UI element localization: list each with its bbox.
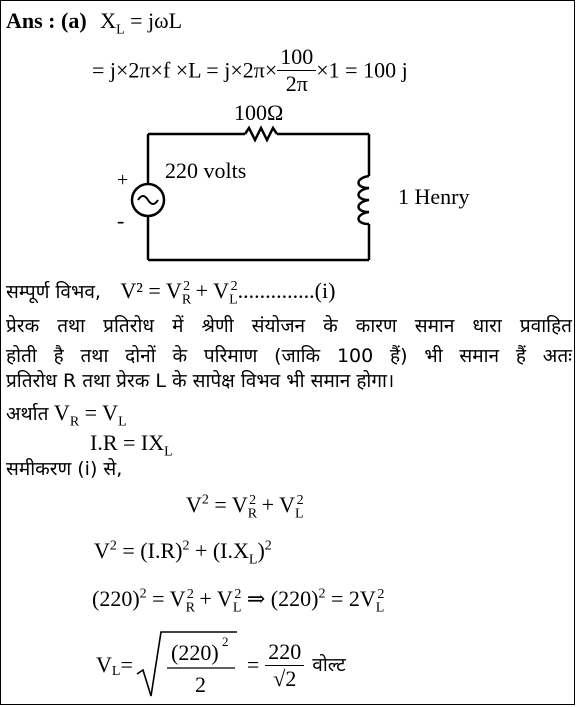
xl-symbol: X [100, 8, 117, 33]
eq-i-l-sub: L [229, 292, 238, 308]
inductor-coil [359, 176, 370, 224]
equation-3: $V^2 = (I.R)^2 + (I.X_L)^2$ [94, 538, 272, 568]
eq5-num-inner: (220) [170, 640, 219, 665]
equation-4: $(220)^2 = V_R^2 + V_L^2$ ⇒ $(220)^2 = 2V_L^2$ [92, 586, 385, 616]
paragraph-line-2: होती है तथा दोनों के परिमाण (जाकि 100 हैं) भी समान हैं अतः [6, 345, 572, 367]
eq4-220: (220) [92, 586, 140, 611]
answer-line-1 [6, 8, 183, 38]
eq4-vl: + V [193, 586, 233, 611]
minus-sign: - [117, 208, 125, 233]
arthat-hindi: अर्थात [6, 403, 49, 425]
equation-5: V L = (220) 2 2 = $\frac{220}{√2}$ वोल्ट [96, 630, 346, 700]
arthat-v: V [53, 400, 70, 425]
equation-2: $V^2 = V_R^2 + V_L^2$ [186, 492, 304, 522]
eq5-den: 2 [194, 672, 206, 697]
eq-i-tag: ..............(i) [237, 278, 336, 303]
eq3-ir: = (I.R) [116, 538, 183, 563]
xl-rhs: = jωL [124, 8, 183, 33]
eq5-v: V [96, 652, 112, 677]
eq3-close: ) [257, 538, 265, 563]
arthat-mid: = V [79, 400, 119, 425]
eq-i-formula: V² = V [120, 278, 182, 303]
eq4-vr: = V [146, 586, 186, 611]
eq4-implies: ⇒ (220) [241, 586, 319, 611]
eq5-num2: 220 [265, 641, 304, 666]
line2-lhs: = j×2π×f ×L = j×2π× [92, 57, 278, 83]
eq5-num-sup: 2 [221, 634, 229, 649]
eq-i-hindi: सम्पूर्ण विभव, [6, 281, 101, 303]
equation-i [6, 278, 336, 308]
frac-den: 2π [285, 71, 308, 96]
eq3-v: V [94, 538, 110, 563]
eq4-2v: = 2V [325, 586, 376, 611]
eq5-eq: = [120, 652, 133, 677]
paragraph-line-1: प्रेरक तथा प्रतिरोध में श्रेणी संयोजन के कारण समान धारा प्रवाहित [6, 315, 572, 337]
eq-i-r-sub: R [181, 292, 192, 308]
inductor-label: 1 Henry [398, 184, 470, 209]
ir-sub: L [164, 444, 173, 460]
ir-lhs: I.R = IX [90, 430, 165, 455]
resistor-label: 100Ω [234, 100, 284, 125]
eq-i-plus: + V [190, 278, 230, 303]
eq2-v: V [186, 492, 202, 517]
eq-i-l-sup: 2 [230, 278, 238, 294]
paragraph-line-3: प्रतिरोध R तथा प्रेरक L के सापेक्ष विभव भी समान होगा। [6, 370, 395, 392]
eq2-plus: + V [256, 492, 296, 517]
samikaran-line: समीकरण (i) से, [6, 458, 123, 480]
sqrt-sign [135, 630, 239, 700]
ans-label: Ans : (a) [6, 8, 87, 33]
arthat-line [6, 400, 127, 430]
source-label: 220 volts [165, 158, 247, 183]
eq3-ixl: + (I.X [189, 538, 249, 563]
eq2-eq: = V [208, 492, 248, 517]
arthat-l: L [118, 414, 127, 430]
answer-line-2 [92, 46, 408, 95]
circuit-diagram [0, 98, 581, 268]
fraction-100-over-2pi [277, 46, 316, 95]
ac-source-wave [138, 196, 158, 204]
eq5-den2: √2 [273, 665, 297, 691]
frac-num: 100 [277, 46, 316, 71]
line2-rhs: ×1 = 100 j [316, 57, 408, 83]
xl-sub: L [116, 22, 125, 38]
resistor-zigzag [245, 128, 277, 140]
eq-i-r-sup: 2 [183, 278, 191, 294]
ir-line [90, 430, 173, 460]
eq5-unit: वोल्ट [312, 653, 346, 676]
plus-sign: + [117, 169, 129, 191]
arthat-r: R [69, 414, 80, 430]
fraction-220-over-root2 [265, 638, 304, 691]
